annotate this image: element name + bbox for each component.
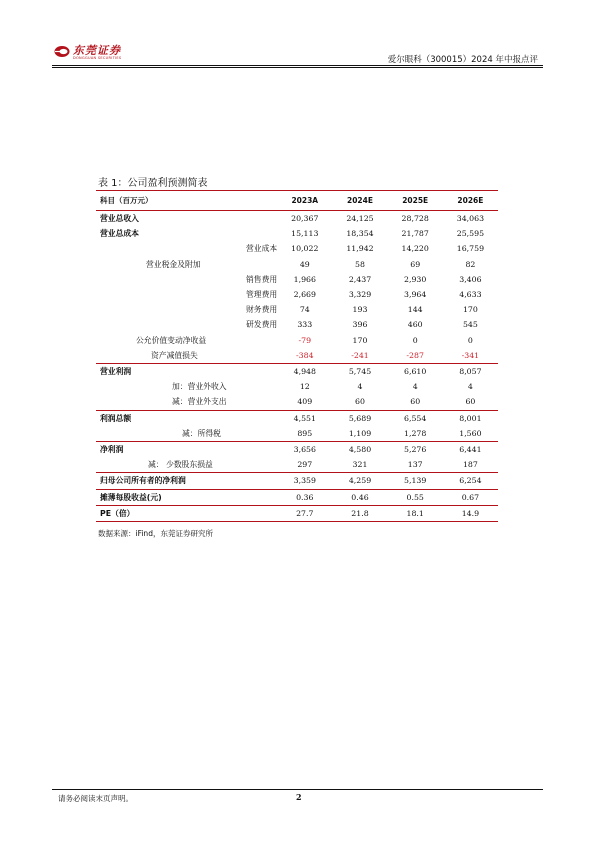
column-header: 2024E bbox=[346, 196, 373, 205]
table-cell: 18,354 bbox=[346, 229, 374, 239]
table-cell: 5,745 bbox=[332, 364, 387, 380]
table-cell: 3,329 bbox=[348, 290, 372, 300]
profit-forecast-table bbox=[96, 190, 498, 522]
table-cell: -287 bbox=[406, 350, 424, 360]
table-row bbox=[96, 379, 498, 394]
table-cell: 27.7 bbox=[277, 505, 332, 521]
table-cell: 6,554 bbox=[388, 410, 443, 426]
row-label: 减：营业外支出 bbox=[172, 397, 227, 407]
table-cell: 1,966 bbox=[293, 274, 316, 284]
table-cell: 60 bbox=[355, 397, 365, 407]
table-cell: -341 bbox=[461, 350, 480, 360]
table-cell: 16,759 bbox=[456, 244, 485, 254]
table-row bbox=[96, 333, 498, 348]
table-cell: -384 bbox=[296, 350, 314, 360]
table-cell: 4 bbox=[467, 382, 473, 392]
table-cell: 82 bbox=[465, 259, 476, 269]
table-cell: 333 bbox=[297, 320, 313, 330]
row-label: 减： 少数股东损益 bbox=[148, 460, 213, 470]
table-cell: 74 bbox=[299, 305, 310, 315]
report-title: 爱尔眼科（300015）2024 年中报点评 bbox=[387, 55, 538, 65]
table-cell: 49 bbox=[299, 259, 310, 269]
table-cell: 5,689 bbox=[332, 410, 387, 426]
table-cell: 0.67 bbox=[443, 489, 498, 505]
table-cell: 6,441 bbox=[443, 442, 498, 458]
row-label: 利润总额 bbox=[96, 410, 277, 426]
table-cell: 4 bbox=[412, 382, 418, 392]
table-cell: 8,001 bbox=[443, 410, 498, 426]
table-cell: 24,125 bbox=[346, 214, 374, 223]
table-row bbox=[96, 272, 498, 287]
table-cell: 187 bbox=[462, 460, 478, 470]
brand-name-cn: 东莞证券 bbox=[73, 44, 121, 57]
table-cell: 4,948 bbox=[277, 364, 332, 380]
row-label: 研发费用 bbox=[246, 320, 278, 330]
row-label: 减：所得税 bbox=[182, 428, 221, 438]
table-cell: 4,551 bbox=[277, 410, 332, 426]
table-cell: 5,276 bbox=[388, 442, 443, 458]
row-label: 营业税金及附加 bbox=[146, 259, 201, 269]
table-row bbox=[96, 457, 498, 473]
table-cell: 170 bbox=[352, 335, 368, 345]
table-cell: 4,259 bbox=[332, 473, 387, 489]
table-row bbox=[96, 302, 498, 317]
row-label: 归母公司所有者的净利润 bbox=[96, 473, 277, 489]
table-cell: 14,220 bbox=[401, 244, 429, 254]
table-row bbox=[96, 211, 498, 227]
table-row bbox=[96, 410, 498, 426]
table-cell: 2,437 bbox=[348, 274, 372, 284]
table-row bbox=[96, 241, 498, 256]
table-title: 表 1：公司盈利预测简表 bbox=[98, 178, 208, 189]
table-cell: 21.8 bbox=[332, 505, 387, 521]
table-row bbox=[96, 287, 498, 302]
table-cell: 4,633 bbox=[459, 290, 482, 300]
table-cell: 0.46 bbox=[332, 489, 387, 505]
table-row bbox=[96, 348, 498, 364]
row-label: 管理费用 bbox=[246, 290, 278, 300]
table-cell: 545 bbox=[462, 320, 478, 330]
table-cell: 60 bbox=[465, 397, 476, 407]
column-header: 2023A bbox=[291, 196, 319, 205]
table-cell: 10,022 bbox=[291, 244, 319, 254]
table-row bbox=[96, 426, 498, 442]
table-cell: 3,964 bbox=[404, 290, 427, 300]
row-label: 公允价值变动净收益 bbox=[136, 335, 207, 345]
row-label: 营业总收入 bbox=[100, 214, 139, 223]
table-row bbox=[96, 257, 498, 272]
table-cell: 2,669 bbox=[293, 290, 316, 300]
table-cell: 1,278 bbox=[404, 428, 427, 438]
row-label: 销售费用 bbox=[246, 274, 278, 284]
table-cell: 3,359 bbox=[277, 473, 332, 489]
table-cell: 4 bbox=[357, 382, 363, 392]
header-rule-thin bbox=[52, 67, 543, 68]
table-cell: 396 bbox=[352, 320, 368, 330]
table-cell: 12 bbox=[299, 382, 310, 392]
table-row bbox=[96, 442, 498, 458]
table-cell: 6,254 bbox=[443, 473, 498, 489]
brand-name-en: DONGGUAN SECURITIES bbox=[73, 56, 122, 60]
row-label: 财务费用 bbox=[246, 305, 278, 315]
table-cell: 5,139 bbox=[388, 473, 443, 489]
table-cell: 895 bbox=[297, 428, 313, 438]
table-cell: 18.1 bbox=[388, 505, 443, 521]
table-cell: 170 bbox=[462, 305, 478, 315]
table-cell: 1,560 bbox=[459, 428, 482, 438]
page-number: 2 bbox=[296, 792, 302, 802]
table-cell: 58 bbox=[355, 259, 365, 269]
table-cell: 34,063 bbox=[456, 214, 485, 223]
brand-logo-icon bbox=[54, 45, 70, 58]
footer-disclaimer: 请务必阅读末页声明。 bbox=[58, 794, 133, 803]
data-source-note: 数据来源：iFind，东莞证券研究所 bbox=[98, 529, 213, 538]
table-row bbox=[96, 489, 498, 505]
table-cell: 0 bbox=[467, 335, 473, 345]
table-cell: 193 bbox=[352, 305, 368, 315]
table-cell: 0.36 bbox=[277, 489, 332, 505]
table-cell: 11,942 bbox=[346, 244, 374, 254]
table-cell: 321 bbox=[352, 460, 368, 470]
table-cell: 20,367 bbox=[291, 214, 319, 223]
table-cell: 60 bbox=[410, 397, 421, 407]
header-rule bbox=[52, 65, 543, 66]
table-cell: 6,610 bbox=[388, 364, 443, 380]
row-label: 加：营业外收入 bbox=[172, 382, 227, 392]
table-cell: 0.55 bbox=[388, 489, 443, 505]
table-cell: 2,930 bbox=[404, 274, 427, 284]
company-logo bbox=[54, 41, 154, 63]
table-cell: 4,580 bbox=[332, 442, 387, 458]
table-cell: 409 bbox=[297, 397, 313, 407]
column-header: 2026E bbox=[457, 196, 484, 205]
table-cell: 8,057 bbox=[443, 364, 498, 380]
table-cell: 297 bbox=[297, 460, 313, 470]
table-row bbox=[96, 226, 498, 241]
table-cell: 144 bbox=[407, 305, 423, 315]
table-cell: -241 bbox=[351, 350, 369, 360]
table-cell: 1,109 bbox=[348, 428, 372, 438]
table-row bbox=[96, 364, 498, 380]
row-label: 营业利润 bbox=[96, 364, 277, 380]
table-row bbox=[96, 473, 498, 489]
row-label: 资产减值损失 bbox=[151, 350, 198, 360]
table-row bbox=[96, 317, 498, 332]
row-label: 摊薄每股收益(元) bbox=[96, 489, 277, 505]
table-cell: 69 bbox=[410, 259, 421, 269]
table-row bbox=[96, 394, 498, 410]
table-cell: 15,113 bbox=[291, 229, 319, 239]
row-label: 营业总成本 bbox=[100, 229, 139, 239]
table-cell: 3,406 bbox=[459, 274, 482, 284]
table-cell: 3,656 bbox=[277, 442, 332, 458]
table-cell: 460 bbox=[407, 320, 423, 330]
row-label: PE（倍） bbox=[96, 505, 277, 521]
table-row bbox=[96, 505, 498, 521]
row-label: 净利润 bbox=[96, 442, 277, 458]
table-cell: -79 bbox=[298, 335, 312, 345]
table-cell: 21,787 bbox=[401, 229, 429, 239]
row-label: 营业成本 bbox=[246, 244, 278, 254]
footer-rule bbox=[52, 789, 543, 790]
column-header: 科目（百万元） bbox=[100, 196, 153, 205]
table-cell: 28,728 bbox=[401, 214, 429, 223]
table-cell: 14.9 bbox=[443, 505, 498, 521]
table-header-row bbox=[96, 191, 498, 211]
table-cell: 137 bbox=[407, 460, 423, 470]
column-header: 2025E bbox=[402, 196, 429, 205]
table-cell: 25,595 bbox=[456, 229, 485, 239]
table-cell: 0 bbox=[412, 335, 418, 345]
